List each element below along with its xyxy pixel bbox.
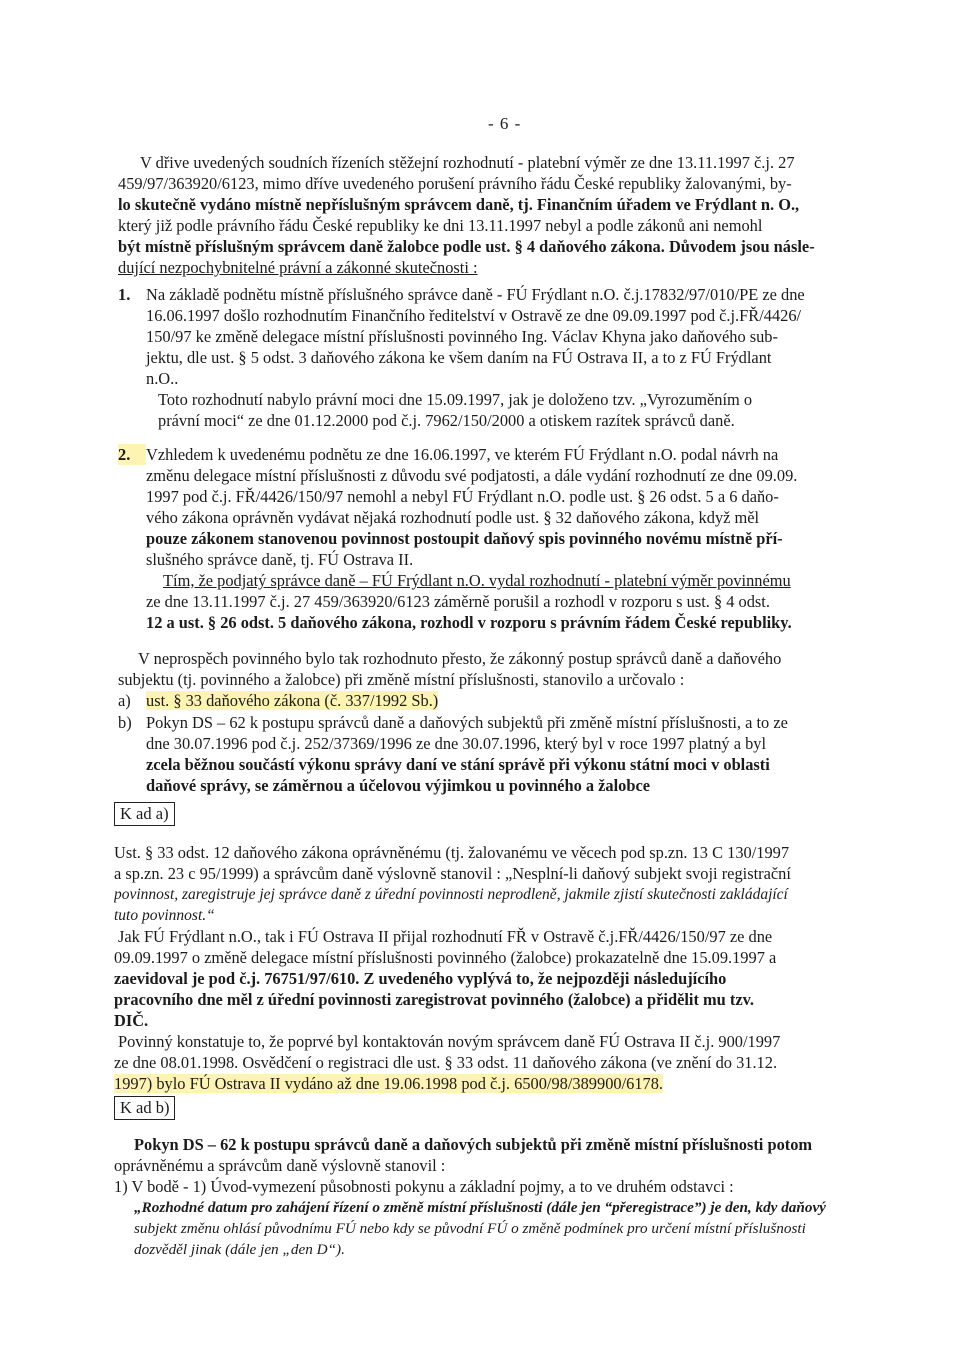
list-item-2-line: 1997 pod č.j. FŘ/4426/150/97 nemohl a nebyl FÚ Frýdlant n.O. podle ust. § 26 odst. 5 a 6 daňo-	[146, 487, 779, 506]
k-ad-b-line: „Rozhodné datum pro zahájení řízení o změně místní příslušnosti (dále jen “přeregistrace”) je den, kdy daňový	[134, 1199, 826, 1216]
list-item-2-line: Vzhledem k uvedenému podnětu ze dne 16.06.1997, ve kterém FÚ Frýdlant n.O. podal návrh na	[146, 445, 779, 464]
list-item-1-line: Na základě podnětu místně příslušného správce daně - FÚ Frýdlant n.O. č.j.17832/97/010/PE ze dne	[146, 285, 805, 304]
list-b-line: dne 30.07.1996 pod č.j. 252/37369/1996 ze dne 30.07.1996, který byl v roce 1997 platný a byl	[146, 734, 767, 753]
k-ad-a-line: Ust. § 33 odst. 12 daňového zákona oprávněnému (tj. žalovanému ve věcech pod sp.zn. 13 C 130/1997	[114, 843, 790, 862]
conclusion-line: subjektu (tj. povinného a žalobce) při změně místní příslušnosti, stanovilo a určovalo :	[118, 670, 685, 689]
k-ad-b-label: K ad b)	[114, 1096, 175, 1120]
k-ad-a-text	[114, 842, 896, 1094]
list-item-2-line: slušného správce daně, tj. FÚ Ostrava II.	[146, 550, 414, 569]
k-ad-a-line: zaevidoval je pod č.j. 76751/97/610. Z uvedeného vyplývá to, že nejpozději následujícího	[114, 969, 727, 988]
list-item-2-line: 12 a ust. § 26 odst. 5 daňového zákona, rozhodl v rozporu s právním řádem České republiky.	[146, 613, 792, 632]
list-b-first	[118, 712, 898, 733]
list-item-2-number: 2.	[118, 444, 146, 465]
list-item-1-line: právní moci“ ze dne 01.12.2000 pod č.j. 7962/150/2000 a otiskem razítek správců daně.	[158, 411, 735, 430]
list-item-2-line: vého zákona oprávněn vydávat nějaká rozhodnutí podle ust. § 32 daňového zákona, když měl	[146, 508, 760, 527]
intro-paragraph	[118, 152, 890, 278]
list-item-2-line: ze dne 13.11.1997 č.j. 27 459/363920/6123 záměrně porušil a rozhodl v rozporu s ust. § 4 odst.	[146, 592, 770, 611]
list-item-2-first	[118, 444, 898, 465]
intro-line: lo skutečně vydáno místně nepříslušným správcem daně, tj. Finančním úřadem ve Frýdlant n. O.,	[118, 195, 800, 214]
k-ad-a-highlighted-line: 1997) bylo FÚ Ostrava II vydáno až dne 19.06.1998 pod č.j. 6500/98/389900/6178.	[114, 1074, 664, 1093]
k-ad-a-line: a sp.zn. 23 c 95/1999) a správcům daně výslovně stanovil : „Nesplní-li daňový subjekt svoji registrační	[114, 864, 791, 883]
k-ad-b-text	[114, 1134, 896, 1260]
k-ad-b-line: Pokyn DS – 62 k postupu správců daně a daňových subjektů při změně místní příslušnosti potom	[134, 1135, 813, 1154]
list-item-1	[118, 284, 898, 431]
list-item-1-line: Toto rozhodnutí nabylo právní moci dne 15.09.1997, jak je doloženo tzv. „Vyrozuměním o	[158, 390, 753, 409]
list-item-1-line: 150/97 ke změně delegace místní příslušnosti povinného Ing. Václav Khyna jako daňového sub-	[146, 327, 778, 346]
intro-line: 459/97/363920/6123, mimo dříve uvedeného porušení právního řádu České republiky žalovanými, by-	[118, 174, 792, 193]
k-ad-b-line: 1) V bodě - 1) Úvod-vymezení působnosti pokynu a základní pojmy, a to ve druhém odstavci :	[114, 1177, 734, 1196]
list-b-line: daňové správy, se záměrnou a účelovou výjimkou u povinného a žalobce	[146, 776, 651, 795]
list-b	[118, 712, 898, 796]
k-ad-a-line: tuto povinnost.“	[114, 907, 215, 924]
list-item-1-line: 16.06.1997 došlo rozhodnutím Finančního ředitelství v Ostravě ze dne 09.09.1997 pod č.j.FŘ/4426/	[146, 306, 802, 325]
intro-line: který již podle právního řádu České republiky ke dni 13.11.1997 nebyl a podle zákonů ani nemohl	[118, 216, 763, 235]
k-ad-a-line	[114, 1073, 896, 1094]
k-ad-a-line: povinnost, zaregistruje jej správce daně z úřední povinnosti neprodleně, jakmile zjistí skutečnosti zakládající	[114, 886, 788, 903]
list-b-marker: b)	[118, 713, 132, 732]
conclusion-paragraph	[118, 648, 896, 690]
page-number: - 6 -	[488, 114, 522, 133]
list-item-2	[118, 444, 898, 633]
list-item-2-line: Tím, že podjatý správce daně – FÚ Frýdlant n.O. vydal rozhodnutí - platební výměr povinnému	[163, 571, 791, 590]
k-ad-a-line: 09.09.1997 o změně delegace místní příslušnosti povinného (žalobce) prokazatelně dne 15.09.1997 a	[114, 948, 777, 967]
k-ad-a-line: DIČ.	[114, 1011, 149, 1030]
k-ad-b-line: subjekt změnu ohlásí původnímu FÚ nebo kdy se původní FÚ o změně podmínek pro určení místní příslušnosti	[134, 1220, 806, 1237]
list-b-line: zcela běžnou součástí výkonu správy daní ve stání správě při výkonu státní moci v oblasti	[146, 755, 770, 774]
k-ad-b-line: dozvěděl jinak (dále jen „den D“).	[134, 1241, 345, 1258]
k-ad-b-line: oprávněnému a správcům daně výslovně stanovil :	[114, 1156, 446, 1175]
list-b-line: Pokyn DS – 62 k postupu správců daně a daňových subjektů při změně místní příslušnosti, a to ze	[146, 713, 788, 732]
list-item-2-line: změnu delegace místní příslušnosti z důvodu své podjatosti, a dále vydání rozhodnutí ze dne 09.09.	[146, 466, 798, 485]
k-ad-a-line: pracovního dne měl z úřední povinnosti zaregistrovat povinného (žalobce) a přidělit mu tzv.	[114, 990, 754, 1009]
k-ad-a-line: ze dne 08.01.1998. Osvědčení o registraci dle ust. § 33 odst. 11 daňového zákona (ve znění do 31.12.	[114, 1053, 778, 1072]
list-item-1-number: 1.	[118, 285, 131, 304]
list-item-1-line: n.O..	[146, 369, 179, 388]
intro-line: dující nezpochybnitelné právní a zákonné skutečnosti :	[118, 258, 478, 277]
k-ad-a-line: Jak FÚ Frýdlant n.O., tak i FÚ Ostrava II přijal rozhodnutí FŘ v Ostravě č.j.FŘ/4426/150/97 ze dne	[118, 927, 773, 946]
intro-line: být místně příslušným správcem daně žalobce podle ust. § 4 daňového zákona. Důvodem jsou násle-	[118, 237, 815, 256]
list-item-1-first	[118, 284, 898, 305]
k-ad-a-label: K ad a)	[114, 802, 175, 826]
conclusion-line: V neprospěch povinného bylo tak rozhodnuto přesto, že zákonný postup správců daně a daňového	[138, 649, 782, 668]
list-item-2-line: pouze zákonem stanovenou povinnost postoupit daňový spis povinného novému místně pří-	[146, 529, 783, 548]
k-ad-a-line: Povinný konstatuje to, že poprvé byl kontaktován novým správcem daně FÚ Ostrava II č.j. 900/1997	[118, 1032, 781, 1051]
list-a-line	[118, 690, 896, 711]
list-a-text: ust. § 33 daňového zákona (č. 337/1992 Sb.)	[146, 691, 439, 710]
list-item-1-line: jektu, dle ust. § 5 odst. 3 daňového zákona ke všem daním na FÚ Ostrava II, a to z FÚ Frýdlant	[146, 348, 772, 367]
list-a	[118, 690, 896, 711]
list-a-marker: a)	[118, 691, 131, 710]
intro-line: V dřive uvedených soudních řízeních stěžejní rozhodnutí - platební výměr ze dne 13.11.1997 č.j. 27	[140, 153, 795, 172]
